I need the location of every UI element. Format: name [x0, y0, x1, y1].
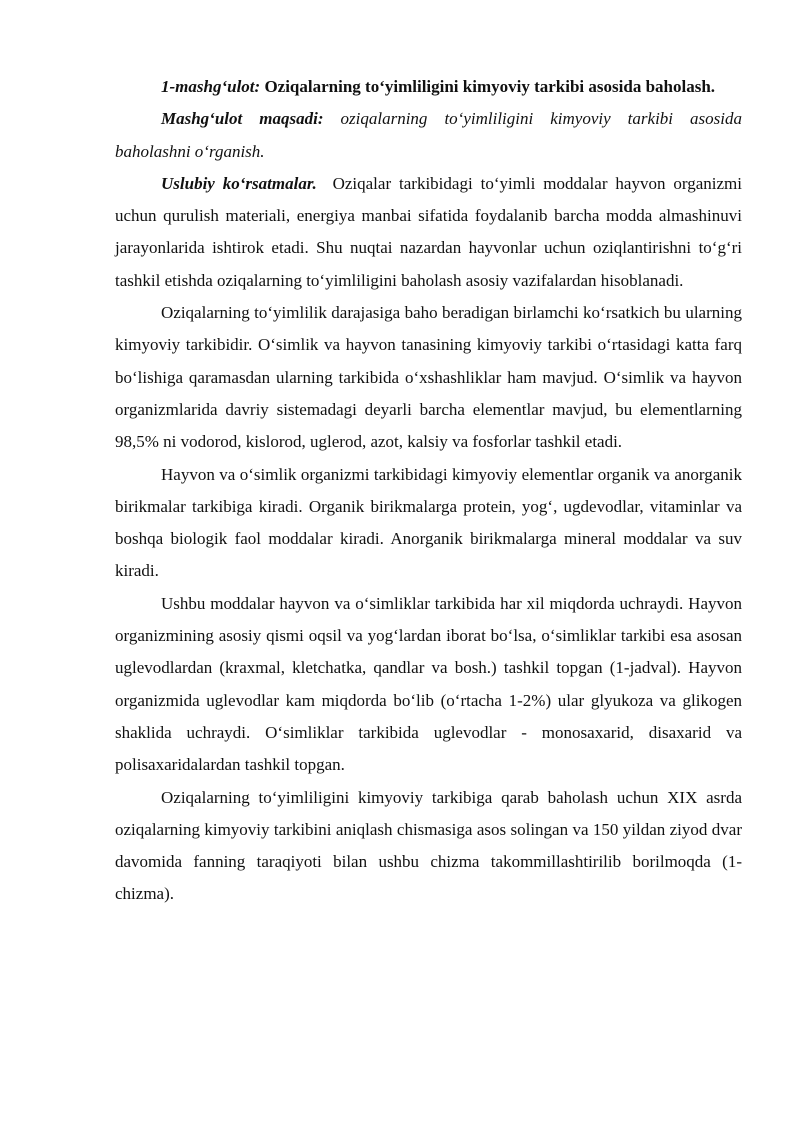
lesson-purpose: [115, 103, 742, 168]
guidance-text: Oziqalar tarkibidagi to‘yimli moddalar hayvon organizmi uchun qurulish materiali, energiya manbai sifatida foydalanib barcha modda almashinuvi jarayonlarida ishtirok etadi. Shu nuqtai nazardan hayvonlar uchun oziqlantirishni to‘g‘ri tashkil etishda oziqalarning to‘yimliligini baholash asosiy vazifalardan hisoblanadi.: [115, 173, 742, 290]
document-page: [115, 71, 742, 911]
purpose-label: Mashg‘ulot maqsadi:: [161, 109, 324, 129]
lesson-heading: [115, 71, 742, 103]
body-paragraph: Hayvon va o‘simlik organizmi tarkibidagi kimyoviy elementlar organik va anorganik birikmalar tarkibiga kiradi. Organik birikmalarga protein, yog‘, ugdevodlar, vitaminlar va boshqa biologik faol moddalar kiradi. Anorganik birikmalarga mineral moddalar va suv kiradi.: [115, 464, 742, 581]
purpose-text: oziqalarning to‘yimliligini kimyoviy tarkibi asosida baholashni o‘rganish.: [115, 109, 742, 161]
guidance-paragraph: [115, 168, 742, 297]
lesson-number-label: 1-mashg‘ulot:: [161, 77, 261, 96]
guidance-label: Uslubiy ko‘rsatmalar.: [161, 173, 317, 193]
body-paragraph: Oziqalarning to‘yimlilik darajasiga baho beradigan birlamchi ko‘rsatkich bu ularning kimyoviy tarkibidir. O‘simlik va hayvon tanasining kimyoviy tarkibi o‘rtasidagi katta farq bo‘lishiga qaramasdan ularning tarkibida o‘xshashliklar ham mavjud. O‘simlik va hayvon organizmlarida davriy sistemadagi deyarli barcha elementlar mavjud, bu elementlarning 98,5% ni vodorod, kislorod, uglerod, azot, kalsiy va fosforlar tashkil etadi.: [115, 303, 742, 452]
body-paragraph: Oziqalarning to‘yimliligini kimyoviy tarkibiga qarab baholash uchun XIX asrda oziqalarning kimyoviy tarkibini aniqlash chismasiga asos solingan va 150 yildan ziyod dvar davomida fanning taraqiyoti bilan ushbu chizma takommillashtirilib borilmoqda (1-chizma).: [115, 787, 742, 904]
body-paragraph: Ushbu moddalar hayvon va o‘simliklar tarkibida har xil miqdorda uchraydi. Hayvon organizmining asosiy qismi oqsil va yog‘lardan iborat bo‘lsa, o‘simliklar tarkibi esa asosan uglevodlardan (kraxmal, kletchatka, qandlar va bosh.) tashkil topgan (1-jadval). Hayvon organizmida uglevodlar kam miqdorda bo‘lib (o‘rtacha 1-2%) ular glyukoza va glikogen shaklida uchraydi. O‘simliklar tarkibida uglevodlar - monosaxarid, disaxarid va polisaxaridalardan tashkil topgan.: [115, 593, 742, 775]
lesson-title: Oziqalarning to‘yimliligini kimyoviy tarkibi asosida baholash.: [264, 77, 716, 96]
